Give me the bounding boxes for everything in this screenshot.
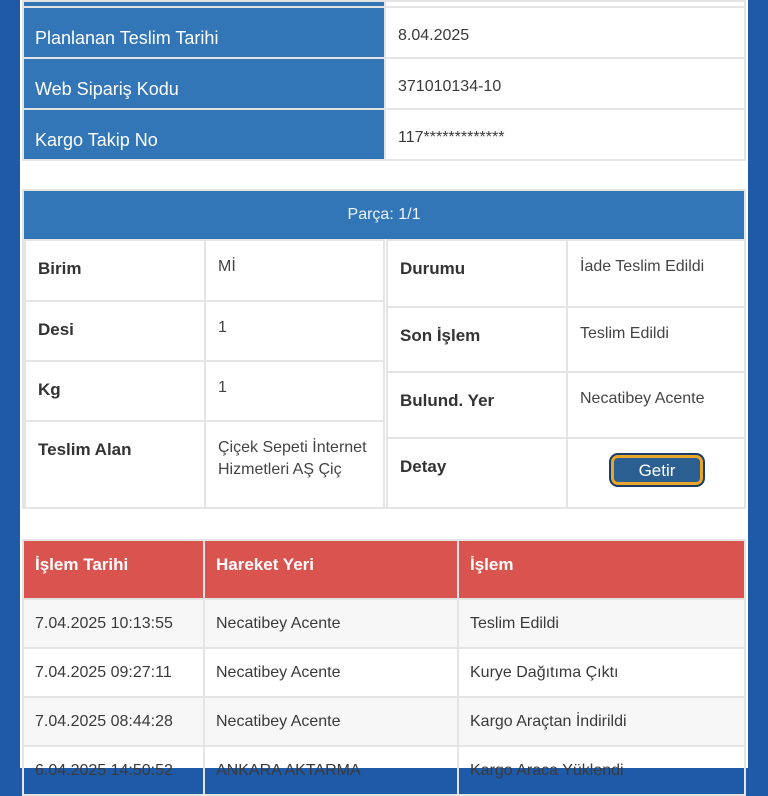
detail-row-received-by: [25, 421, 384, 508]
detail-label: Detay: [387, 438, 567, 508]
detail-value: Mİ: [205, 240, 384, 301]
column-header-action: İşlem: [458, 540, 745, 599]
info-row-web-order-code: [23, 58, 745, 109]
detail-row-desi: [25, 301, 384, 361]
detail-row-status: [387, 240, 745, 307]
column-header-date: İşlem Tarihi: [23, 540, 204, 599]
detail-label: Son İşlem: [387, 307, 567, 372]
cell-location: Necatibey Acente: [204, 599, 458, 648]
cell-date: 7.04.2025 08:44:28: [23, 697, 204, 746]
table-row: [23, 599, 745, 648]
detail-label: Teslim Alan: [25, 421, 205, 508]
detail-row-location: [387, 372, 745, 438]
cell-location: Necatibey Acente: [204, 648, 458, 697]
detail-row-kg: [25, 361, 384, 421]
cell-location: Necatibey Acente: [204, 697, 458, 746]
detail-row-detail: [387, 438, 745, 508]
table-row: [23, 746, 745, 795]
detail-value: 1: [205, 361, 384, 421]
info-label: Planlanan Teslim Tarihi: [23, 7, 385, 58]
cell-date: 6.04.2025 14:50:52: [23, 746, 204, 795]
info-label: Kargo Takip No: [23, 109, 385, 160]
cell-action: Kargo Araçtan İndirildi: [458, 697, 745, 746]
info-value: 371010134-10: [385, 58, 745, 109]
cell-action: Kurye Dağıtıma Çıktı: [458, 648, 745, 697]
info-row-planned-date: [23, 7, 745, 58]
info-label: Web Sipariş Kodu: [23, 58, 385, 109]
detail-label: Durumu: [387, 240, 567, 307]
detail-row-last-action: [387, 307, 745, 372]
detail-value: Çiçek Sepeti İnternet Hizmetleri AŞ Çiç: [205, 421, 384, 508]
detail-row-unit: [25, 240, 384, 301]
cell-date: 7.04.2025 09:27:11: [23, 648, 204, 697]
shipment-info-table: [22, 0, 746, 161]
cell-date: 7.04.2025 10:13:55: [23, 599, 204, 648]
info-value: 117*************: [385, 109, 745, 160]
movements-table: [22, 539, 746, 796]
parcel-details-left: [24, 239, 385, 509]
cell-action: Teslim Edildi: [458, 599, 745, 648]
parcel-panel-title: Parça: 1/1: [24, 191, 744, 239]
detail-label: Bulund. Yer: [387, 372, 567, 438]
detail-label: Desi: [25, 301, 205, 361]
detail-value: Necatibey Acente: [567, 372, 745, 438]
cell-action: Kargo Araca Yüklendi: [458, 746, 745, 795]
info-row-tracking-no: [23, 109, 745, 160]
table-row: [23, 697, 745, 746]
detail-label: Birim: [25, 240, 205, 301]
parcel-panel: [22, 189, 746, 509]
table-row: [23, 648, 745, 697]
detail-value: İade Teslim Edildi: [567, 240, 745, 307]
tracking-page: [20, 0, 748, 779]
detail-button-cell: [567, 438, 745, 508]
detail-label: Kg: [25, 361, 205, 421]
column-header-location: Hareket Yeri: [204, 540, 458, 599]
getir-button[interactable]: Getir: [611, 455, 703, 485]
parcel-details-right: [386, 239, 746, 509]
movements-header: [23, 540, 745, 599]
detail-value: 1: [205, 301, 384, 361]
detail-value: Teslim Edildi: [567, 307, 745, 372]
cell-location: ANKARA AKTARMA: [204, 746, 458, 795]
info-value: 8.04.2025: [385, 7, 745, 58]
